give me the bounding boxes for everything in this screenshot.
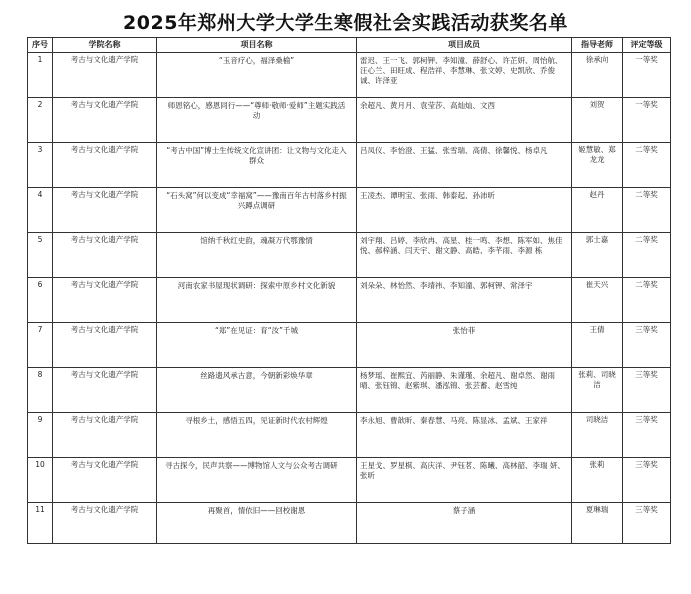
cell-no: 11: [28, 503, 53, 544]
cell-members: 王星戈、罗星棋、高庆洋、尹钰茗、陈曦、高林韶、李瑞 妍、张昕: [357, 458, 572, 503]
award-table: [27, 37, 671, 544]
cell-college: 考古与文化遗产学院: [53, 368, 157, 413]
cell-no: 5: [28, 233, 53, 278]
cell-members: 杨梦瑶、崔熙宜、芮丽静、朱谨瑾、余超凡、谢卓然、谢雨晴、张钰锦、赵紫琪、潘泓锦、张芸蓄、赵雪纯: [357, 368, 572, 413]
cell-project: 寻古探今，民声共察——博物馆人文与公众考古调研: [157, 458, 357, 503]
cell-grade: 二等奖: [623, 143, 671, 188]
cell-college: 考古与文化遗产学院: [53, 503, 157, 544]
cell-college: 考古与文化遗产学院: [53, 278, 157, 323]
header-grade: 评定等级: [623, 38, 671, 53]
header-no: 序号: [28, 38, 53, 53]
table-row: [28, 233, 671, 278]
cell-grade: 一等奖: [623, 98, 671, 143]
cell-college: 考古与文化遗产学院: [53, 413, 157, 458]
cell-members: 雷迟、王一飞、郭柯钾、李知潼、薛舒心、许芷妍、周怡航、汪心兰、田旺成、程浩祥、李慧琳、张文婷、史凯欣、乔俊诚、许泽亚: [357, 53, 572, 98]
cell-project: 丝路遗风承古意，今朝新彩焕华章: [157, 368, 357, 413]
cell-advisor: 夏琳瑞: [572, 503, 623, 544]
cell-college: 考古与文化遗产学院: [53, 233, 157, 278]
cell-advisor: 徐承向: [572, 53, 623, 98]
header-members: 项目成员: [357, 38, 572, 53]
table-row: [28, 53, 671, 98]
cell-no: 9: [28, 413, 53, 458]
cell-members: 蔡子涵: [357, 503, 572, 544]
cell-members: 余超凡、黄月月、袁莹莎、高灿灿、文西: [357, 98, 572, 143]
cell-no: 7: [28, 323, 53, 368]
cell-no: 3: [28, 143, 53, 188]
cell-college: 考古与文化遗产学院: [53, 98, 157, 143]
cell-advisor: 郭士嘉: [572, 233, 623, 278]
cell-college: 考古与文化遗产学院: [53, 323, 157, 368]
cell-advisor: 司晓洁: [572, 413, 623, 458]
cell-no: 10: [28, 458, 53, 503]
cell-project: “考古中国”博士生传统文化宣讲团：让文物与文化走入群众: [157, 143, 357, 188]
cell-project: 师恩铭心，感恩同行——“尊师·敬师·爱师”主题实践活动: [157, 98, 357, 143]
cell-grade: 三等奖: [623, 368, 671, 413]
cell-grade: 二等奖: [623, 278, 671, 323]
cell-project: 馆纳千秋红史韵，魂凝万代鄂豫情: [157, 233, 357, 278]
cell-project: 再聚首，情依旧——回校谢恩: [157, 503, 357, 544]
header-college: 学院名称: [53, 38, 157, 53]
cell-grade: 三等奖: [623, 503, 671, 544]
header-project: 项目名称: [157, 38, 357, 53]
cell-project: “石头窝”何以变成“幸福窝”——豫南百年古村落乡村振兴蹲点调研: [157, 188, 357, 233]
table-row: [28, 458, 671, 503]
cell-no: 8: [28, 368, 53, 413]
cell-advisor: 刘贺: [572, 98, 623, 143]
cell-project: 河南农家书屋现状调研：探索中原乡村文化新貌: [157, 278, 357, 323]
cell-members: 吕凤仪、李怡澄、王猛、张雪瑞、高倩、徐馨悦、杨卓凡: [357, 143, 572, 188]
cell-advisor: 崔天兴: [572, 278, 623, 323]
cell-grade: 一等奖: [623, 53, 671, 98]
table-row: [28, 413, 671, 458]
cell-college: 考古与文化遗产学院: [53, 458, 157, 503]
cell-no: 4: [28, 188, 53, 233]
cell-grade: 二等奖: [623, 233, 671, 278]
cell-advisor: 姬慧敏、郑龙龙: [572, 143, 623, 188]
table-row: [28, 188, 671, 233]
cell-grade: 三等奖: [623, 413, 671, 458]
cell-no: 1: [28, 53, 53, 98]
cell-project: 寻根乡土，感悟五四，见证新时代农村辉煌: [157, 413, 357, 458]
page-title: 2025年郑州大学大学生寒假社会实践活动获奖名单: [123, 12, 568, 34]
cell-members: 王凌杰、谭明宝、张雨、韩泰起、孙沛昕: [357, 188, 572, 233]
cell-project: “郑”在见证：育“汝”千城: [157, 323, 357, 368]
cell-advisor: 赵丹: [572, 188, 623, 233]
table-row: [28, 278, 671, 323]
cell-members: 张怡菲: [357, 323, 572, 368]
table-row: [28, 323, 671, 368]
cell-grade: 二等奖: [623, 188, 671, 233]
table-row: [28, 98, 671, 143]
cell-no: 2: [28, 98, 53, 143]
cell-advisor: 王倩: [572, 323, 623, 368]
cell-members: 李永旭、曹歆昕、秦春慧、马亮、陈显冰、孟斌、王家祥: [357, 413, 572, 458]
table-row: [28, 503, 671, 544]
cell-project: “玉音疗心，福泽桑榆”: [157, 53, 357, 98]
cell-grade: 三等奖: [623, 458, 671, 503]
cell-grade: 三等奖: [623, 323, 671, 368]
table-row: [28, 143, 671, 188]
cell-college: 考古与文化遗产学院: [53, 143, 157, 188]
cell-advisor: 张莉: [572, 458, 623, 503]
cell-members: 刘宇翔、吕婷、李欣冉、高星、桂一鸣、李想、陈军如、焦佳悦、郝梓涵、闫天宇、谢文静、高皓、李芊雨、李源 栋: [357, 233, 572, 278]
header-advisor: 指导老师: [572, 38, 623, 53]
table-header-row: [28, 38, 671, 53]
cell-advisor: 张莉、司晓洁: [572, 368, 623, 413]
cell-no: 6: [28, 278, 53, 323]
cell-college: 考古与文化遗产学院: [53, 188, 157, 233]
cell-members: 刘朵朵、林怡然、李靖祎、李知潼、郭柯钾、常泽宇: [357, 278, 572, 323]
cell-college: 考古与文化遗产学院: [53, 53, 157, 98]
table-row: [28, 368, 671, 413]
